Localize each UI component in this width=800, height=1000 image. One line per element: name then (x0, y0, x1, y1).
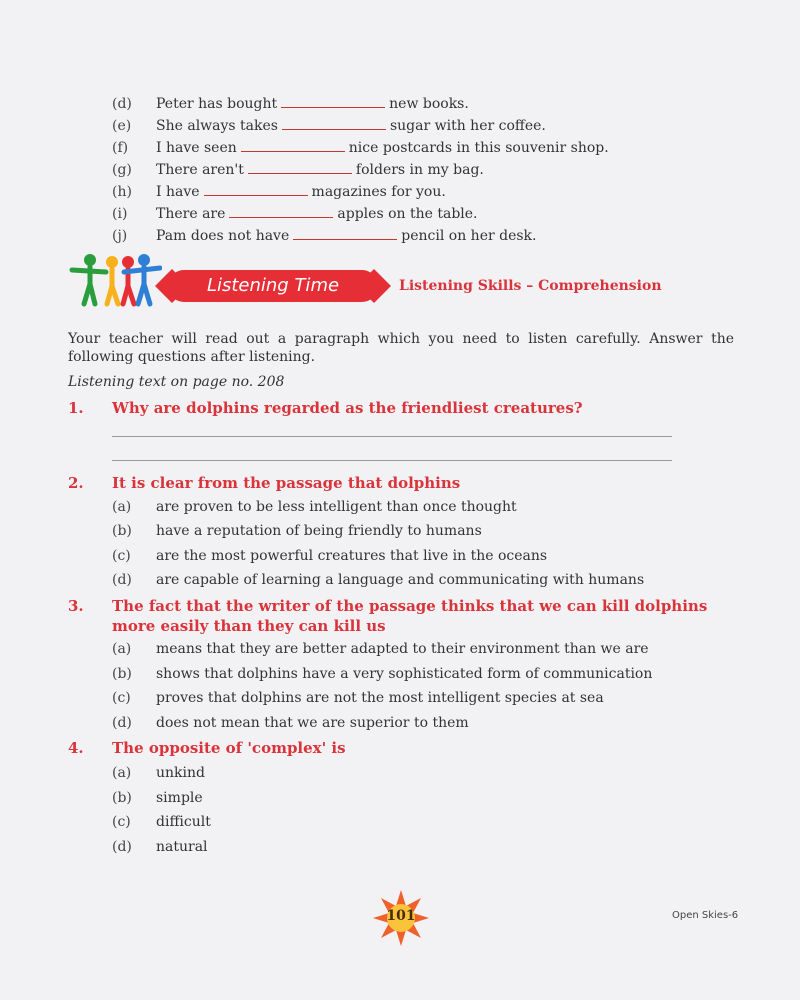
fill-item: (i) There are apples on the table. (112, 206, 478, 222)
blank-line[interactable] (241, 139, 345, 152)
option-item[interactable]: (d) natural (112, 839, 208, 855)
answer-line[interactable] (112, 460, 672, 461)
blank-line[interactable] (281, 95, 385, 108)
fill-item: (f) I have seen nice postcards in this souvenir shop. (112, 140, 609, 156)
section-subtitle: Listening Skills – Comprehension (399, 278, 662, 294)
answer-line[interactable] (112, 436, 672, 437)
fill-item: (d) Peter has bought new books. (112, 96, 469, 112)
option-item[interactable]: (b) shows that dolphins have a very sophisticated form of communication (112, 666, 653, 682)
option-item[interactable]: (d) are capable of learning a language and communicating with humans (112, 572, 645, 588)
listening-banner (68, 252, 718, 308)
fill-item: (e) She always takes sugar with her coffee. (112, 118, 546, 134)
blank-line[interactable] (229, 205, 333, 218)
footer-book-title: Open Skies-6 (672, 910, 739, 921)
instructions: Your teacher will read out a paragraph which you need to listen carefully. Answer the following questions after listening. (68, 331, 734, 365)
option-item[interactable]: (b) have a reputation of being friendly to humans (112, 523, 482, 539)
option-item[interactable]: (d) does not mean that we are superior to them (112, 715, 469, 731)
blank-line[interactable] (204, 183, 308, 196)
page-number: 101 (386, 908, 416, 924)
fill-item: (j) Pam does not have pencil on her desk. (112, 228, 537, 244)
fill-item: (g) There aren't folders in my bag. (112, 162, 484, 178)
fill-item: (h) I have magazines for you. (112, 184, 446, 200)
listening-reference: Listening text on page no. 208 (68, 374, 285, 390)
option-item[interactable]: (a) means that they are better adapted to their environment than we are (112, 641, 649, 657)
option-item[interactable]: (c) are the most powerful creatures that live in the oceans (112, 548, 548, 564)
listening-time-label: Listening Time (168, 270, 378, 302)
option-item[interactable]: (c) proves that dolphins are not the most intelligent species at sea (112, 690, 604, 706)
blank-line[interactable] (248, 161, 352, 174)
page-number-badge (373, 890, 429, 946)
option-item[interactable]: (c) difficult (112, 814, 211, 830)
option-item[interactable]: (b) simple (112, 790, 203, 806)
blank-line[interactable] (282, 117, 386, 130)
option-item[interactable]: (a) are proven to be less intelligent than once thought (112, 499, 517, 515)
children-icon (68, 252, 162, 308)
blank-line[interactable] (293, 227, 397, 240)
option-item[interactable]: (a) unkind (112, 765, 205, 781)
